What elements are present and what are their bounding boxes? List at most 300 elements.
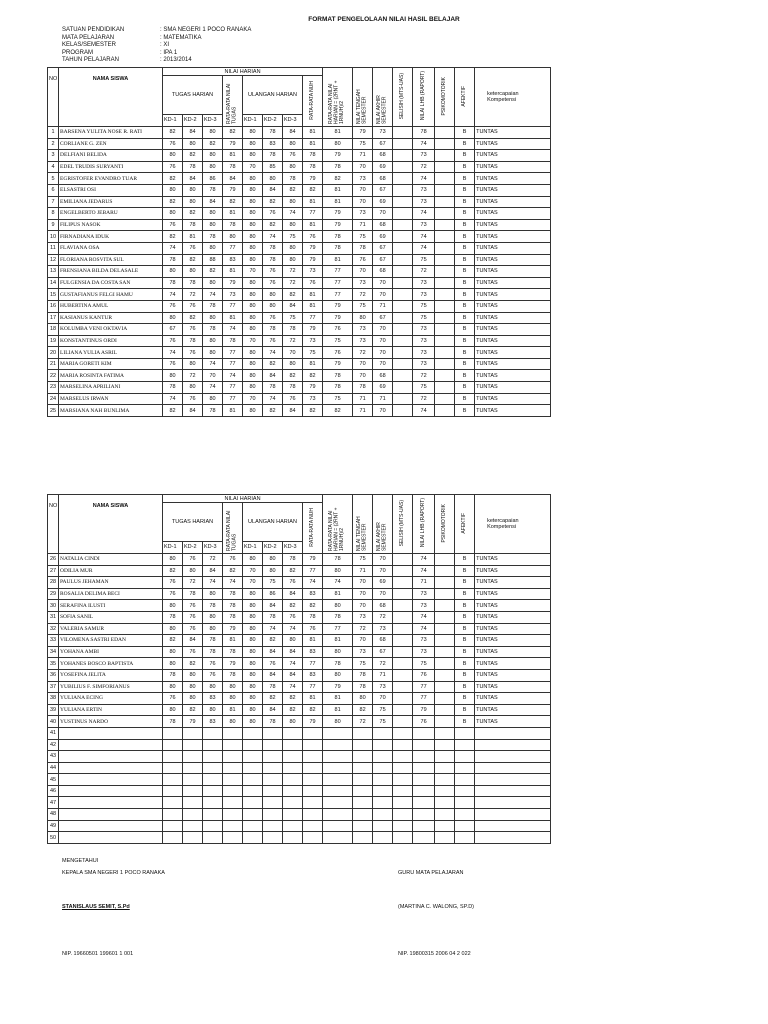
table-cell: 27 [48,565,59,577]
table-cell: 77 [323,277,353,289]
table-cell: 14 [48,277,59,289]
table-cell [303,785,323,797]
table-cell: TUNTAS [475,393,551,405]
table-cell: 73 [413,184,435,196]
table-cell: 82 [283,565,303,577]
student-name: DELFIANI BELIDA [59,150,163,162]
table-cell: 84 [223,173,243,185]
table-cell: 74 [203,358,223,370]
table-cell: 76 [183,611,203,623]
table-row [48,231,551,243]
header-psikomotorik-label: PSIKOMOTORIK [440,503,447,543]
table-cell: TUNTAS [475,150,551,162]
table-cell [435,242,455,254]
table-cell: 36 [48,669,59,681]
student-name: ROSALIA DELIMA BECI [59,588,163,600]
table-cell [435,669,455,681]
table-cell [163,727,183,739]
table-cell [435,727,455,739]
school-info [62,27,251,65]
table-cell [455,785,475,797]
teacher-name: (MARTINA C. WALONG, SP.D) [398,904,474,910]
table-cell: 78 [183,335,203,347]
table-cell: 78 [203,324,223,336]
table-cell: 74 [203,382,223,394]
table-cell [393,611,413,623]
table-cell [393,370,413,382]
table-cell: TUNTAS [475,623,551,635]
table-cell: 67 [373,646,393,658]
table-cell: 74 [283,681,303,693]
table-row [48,138,551,150]
table-cell: TUNTAS [475,405,551,417]
table-cell: 73 [413,347,435,359]
table-cell: B [455,669,475,681]
table-cell: 1 [48,127,59,139]
table-cell [393,809,413,821]
table-cell: 32 [48,623,59,635]
table-cell: 78 [223,588,243,600]
table-cell: 82 [183,658,203,670]
table-cell: 11 [48,242,59,254]
table-cell [223,774,243,786]
table-cell: 79 [223,184,243,196]
table-cell [435,347,455,359]
table-cell: 80 [243,196,263,208]
table-cell: 80 [243,231,263,243]
student-name: PAULUS JEHAMAN [59,577,163,589]
table-cell [435,382,455,394]
table-cell: 78 [353,681,373,693]
table-cell [243,820,263,832]
table-cell: 78 [353,242,373,254]
table-cell: 75 [323,335,353,347]
table-cell: 72 [353,623,373,635]
table-cell: B [455,693,475,705]
table-cell [435,693,455,705]
table-cell: 72 [413,393,435,405]
table-cell [263,785,283,797]
table-cell: 80 [223,716,243,728]
table-cell [435,196,455,208]
table-cell [435,681,455,693]
table-cell: 80 [243,219,263,231]
table-cell: B [455,312,475,324]
table-cell: 74 [413,138,435,150]
table-cell: 18 [48,324,59,336]
table-cell [263,751,283,763]
table-cell [163,751,183,763]
table-cell: 23 [48,382,59,394]
table-cell [183,809,203,821]
table-cell [373,774,393,786]
table-cell [243,739,263,751]
table-cell [283,785,303,797]
table-cell: B [455,704,475,716]
table-row [48,173,551,185]
table-cell: 82 [163,565,183,577]
table-cell: B [455,565,475,577]
student-name: FILIPUS NASOK [59,219,163,231]
table-cell: 78 [203,231,223,243]
table-cell: 76 [163,335,183,347]
table-cell: 73 [413,335,435,347]
table-cell: 80 [203,623,223,635]
table-cell: 16 [48,300,59,312]
header-tugas-harian: TUGAS HARIAN [163,76,223,115]
table-row [48,693,551,705]
info-label: TAHUN PELAJARAN [62,57,119,64]
table-cell [435,335,455,347]
table-cell [435,577,455,589]
table-cell [393,565,413,577]
table-cell: B [455,716,475,728]
table-cell: 70 [353,588,373,600]
table-cell: 78 [263,150,283,162]
table-cell: 72 [413,266,435,278]
table-cell: TUNTAS [475,669,551,681]
table-cell: 82 [263,358,283,370]
table-cell: 72 [353,347,373,359]
table-cell: 79 [303,173,323,185]
table-cell: TUNTAS [475,266,551,278]
table-cell: 73 [413,277,435,289]
table-cell: 76 [413,669,435,681]
header-rata-nuh [303,503,323,554]
table-cell: 77 [323,266,353,278]
table-cell: 79 [323,219,353,231]
header-no: NO [48,495,59,554]
table-cell: 24 [48,393,59,405]
table-cell: 70 [373,277,393,289]
table-cell [455,797,475,809]
table-cell: 80 [243,312,263,324]
table-cell: 67 [373,138,393,150]
table-cell: 70 [373,693,393,705]
table-cell: 9 [48,219,59,231]
table-row [48,335,551,347]
table-cell [475,809,551,821]
student-name: HUBERTINA AMUL [59,300,163,312]
student-name: FIRNADIANA IDUK [59,231,163,243]
table-cell: 82 [303,600,323,612]
table-cell: 80 [183,196,203,208]
table-cell: 79 [223,658,243,670]
table-cell [323,797,353,809]
table-cell: TUNTAS [475,693,551,705]
table-cell [435,208,455,220]
table-row [48,820,551,832]
table-cell: 81 [303,358,323,370]
table-cell: 69 [373,196,393,208]
table-cell [223,832,243,844]
student-name [59,751,163,763]
table-cell [393,335,413,347]
table-cell: B [455,658,475,670]
table-cell: 17 [48,312,59,324]
info-row [62,35,251,43]
info-value: : IPA 1 [160,49,178,56]
table-cell: 80 [163,600,183,612]
header-ketercapaian: ketercapaian Kompetensi [475,495,551,554]
header-psikomotorik [435,68,455,127]
table-cell: 76 [413,716,435,728]
table-cell: 70 [373,324,393,336]
table-cell: 71 [353,565,373,577]
table-cell [353,785,373,797]
table-cell: 26 [48,554,59,566]
table-cell [435,704,455,716]
table-row [48,219,551,231]
table-cell: 76 [183,554,203,566]
table-cell: TUNTAS [475,554,551,566]
header-rata-nilai-harian-label: RATA-RATA NILAI HARIAN = (2RNT + 1RNUH)/2 [328,507,346,551]
header-ulangan-harian: ULANGAN HARIAN [243,76,303,115]
table-cell [435,762,455,774]
table-cell: 70 [203,370,223,382]
table-cell: 80 [283,254,303,266]
table-cell: 35 [48,658,59,670]
table-cell: 80 [243,611,263,623]
table-cell [203,739,223,751]
table-row [48,716,551,728]
table-row [48,600,551,612]
table-cell: 78 [263,242,283,254]
table-cell: 73 [353,324,373,336]
table-cell: B [455,208,475,220]
table-row [48,266,551,278]
table-cell: 76 [183,324,203,336]
table-row [48,370,551,382]
table-cell: 40 [48,716,59,728]
table-cell [393,300,413,312]
table-cell: TUNTAS [475,300,551,312]
table-cell: 15 [48,289,59,301]
table-cell: TUNTAS [475,635,551,647]
table-cell: 80 [183,669,203,681]
table-cell [373,762,393,774]
table-cell: 74 [163,242,183,254]
table-cell: 73 [303,393,323,405]
student-name [59,739,163,751]
table-cell: 74 [413,554,435,566]
table-cell [393,312,413,324]
table-cell: 39 [48,704,59,716]
table-cell: TUNTAS [475,565,551,577]
table-cell: 76 [163,358,183,370]
table-cell [283,820,303,832]
table-cell [435,774,455,786]
table-cell: 81 [303,300,323,312]
table-row [48,809,551,821]
table-cell: 37 [48,681,59,693]
table-cell [435,658,455,670]
table-cell: 76 [223,554,243,566]
table-row [48,635,551,647]
table-cell: 80 [163,208,183,220]
table-cell: 78 [323,161,353,173]
table-cell: TUNTAS [475,219,551,231]
student-name: NATALIA CINDI [59,554,163,566]
table-cell: 67 [373,184,393,196]
table-cell: B [455,405,475,417]
table-cell: 70 [373,588,393,600]
table-cell: 71 [353,405,373,417]
student-name: EDEL TRUDIS SURYANTI [59,161,163,173]
table-cell: 79 [303,382,323,394]
table-cell: 80 [263,173,283,185]
table-cell [373,785,393,797]
header-ulangan-kd2: KD-2 [263,541,283,553]
table-cell: 74 [413,208,435,220]
table-cell: 76 [183,623,203,635]
table-cell: 80 [203,681,223,693]
header-tugas-kd3: KD-3 [203,114,223,126]
table-cell: 84 [263,646,283,658]
header-nilai-lhb [413,495,435,554]
table-cell: 76 [303,277,323,289]
table-cell: 79 [323,312,353,324]
table-cell [353,797,373,809]
info-label: MATA PELAJARAN [62,34,115,41]
table-cell [435,161,455,173]
table-cell: TUNTAS [475,231,551,243]
table-cell [413,751,435,763]
table-cell [435,623,455,635]
header-tugas-kd2: KD-2 [183,114,203,126]
table-cell: 84 [183,635,203,647]
table-cell [323,832,353,844]
student-name: CORLIANE G. ZEN [59,138,163,150]
table-cell: 76 [163,577,183,589]
table-cell: 80 [243,150,263,162]
table-cell: 82 [203,138,223,150]
table-cell [183,820,203,832]
table-cell: 72 [183,289,203,301]
table-cell: 70 [243,335,263,347]
table-cell: 73 [413,150,435,162]
table-cell: 79 [413,704,435,716]
table-cell: 75 [413,254,435,266]
table-cell: 81 [223,266,243,278]
table-row [48,727,551,739]
table-cell: 80 [243,242,263,254]
table-cell: 80 [243,127,263,139]
table-cell [393,658,413,670]
table-row [48,312,551,324]
table-row [48,565,551,577]
table-cell: 69 [373,382,393,394]
student-name: MARSELUS IRWAN [59,393,163,405]
table-cell [393,600,413,612]
table-cell: 74 [413,623,435,635]
table-cell [413,785,435,797]
table-cell: 76 [203,658,223,670]
table-cell: 78 [263,254,283,266]
table-cell [263,809,283,821]
table-cell: 74 [413,231,435,243]
table-cell [303,809,323,821]
table-cell: 80 [243,289,263,301]
table-cell: 80 [243,370,263,382]
table-cell [163,739,183,751]
table-cell: 80 [203,219,223,231]
table-cell [323,751,353,763]
table-cell [393,138,413,150]
table-row [48,150,551,162]
table-cell: B [455,393,475,405]
table-cell: 73 [413,196,435,208]
table-cell: 82 [183,254,203,266]
table-cell: TUNTAS [475,382,551,394]
table-cell [435,370,455,382]
table-cell [353,751,373,763]
table-row [48,669,551,681]
table-cell [393,254,413,266]
table-cell: 78 [223,219,243,231]
table-cell: 74 [413,242,435,254]
table-cell: 68 [373,219,393,231]
table-cell: 80 [163,150,183,162]
table-row [48,242,551,254]
table-cell [435,231,455,243]
table-row [48,704,551,716]
table-cell: 76 [323,324,353,336]
table-cell: 80 [353,693,373,705]
table-cell: 82 [283,289,303,301]
table-row [48,347,551,359]
table-cell: 81 [323,704,353,716]
table-cell: 84 [263,600,283,612]
table-cell: 82 [303,370,323,382]
table-cell: 79 [303,716,323,728]
table-cell: 84 [283,127,303,139]
table-cell: 70 [353,184,373,196]
table-cell: 25 [48,405,59,417]
table-cell: 77 [303,658,323,670]
table-cell: 75 [353,231,373,243]
table-cell: 13 [48,266,59,278]
table-cell: 74 [263,347,283,359]
table-row [48,254,551,266]
student-name: SERAFINA ILUSTI [59,600,163,612]
table-cell: 84 [263,704,283,716]
table-cell [393,751,413,763]
table-cell: 75 [303,347,323,359]
table-cell: B [455,324,475,336]
table-cell: 69 [373,231,393,243]
header-nama-siswa: NAMA SISWA [59,68,163,127]
table-cell [455,832,475,844]
info-label: SATUAN PENDIDIKAN [62,27,125,33]
table-cell: 76 [163,138,183,150]
table-cell [373,751,393,763]
student-name: MARSIANA NAH BUNLIMA [59,405,163,417]
table-cell: TUNTAS [475,161,551,173]
table-cell: 82 [163,196,183,208]
table-cell: 78 [203,300,223,312]
table-cell [413,797,435,809]
table-cell: 70 [373,335,393,347]
table-cell [163,809,183,821]
table-cell: 42 [48,739,59,751]
table-cell [435,254,455,266]
student-name [59,797,163,809]
table-cell [455,820,475,832]
table-cell [243,797,263,809]
table-cell [435,635,455,647]
table-cell: 80 [223,693,243,705]
